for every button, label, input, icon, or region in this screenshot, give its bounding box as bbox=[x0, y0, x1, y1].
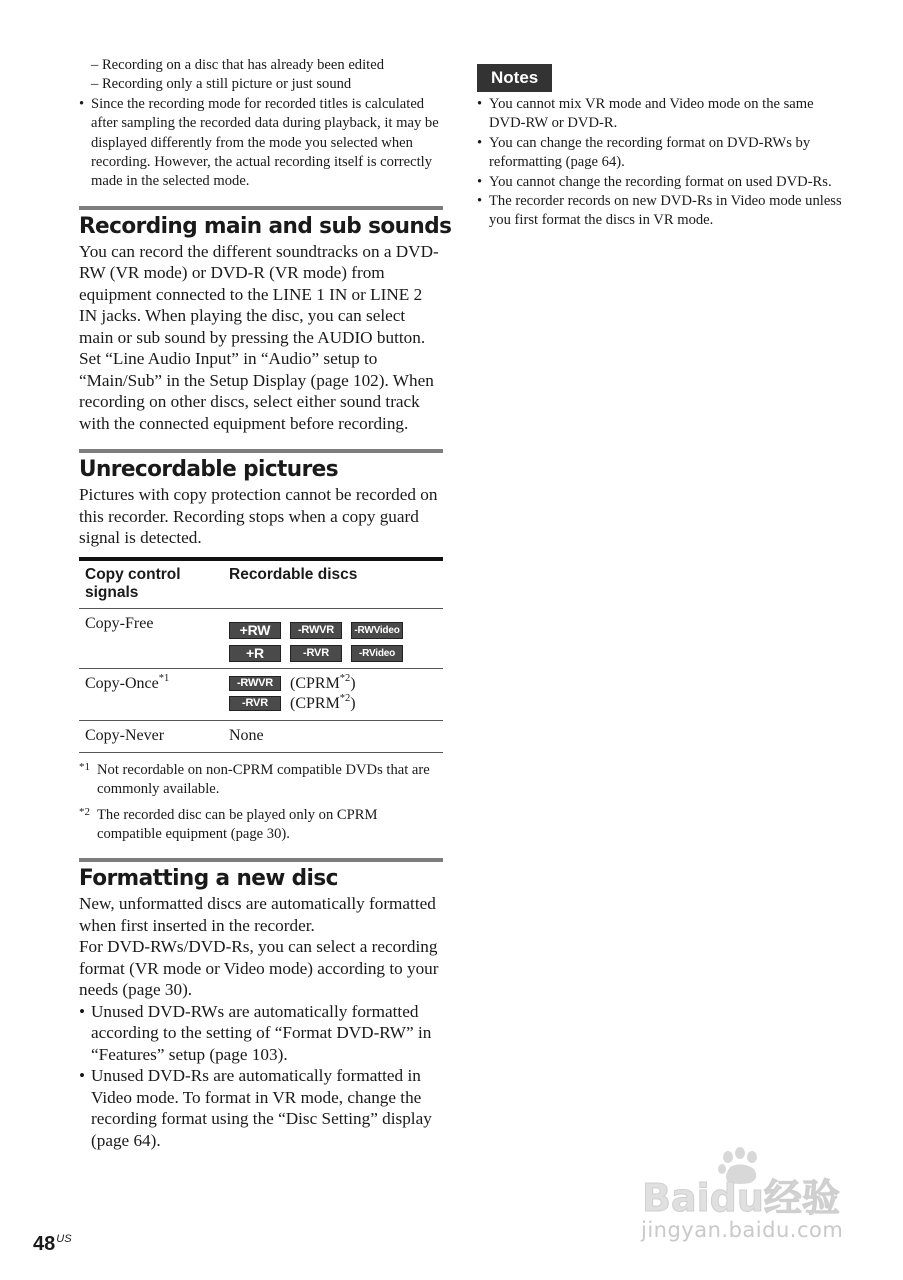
note-item: • You can change the recording format on DVD-RWs by reformatting (page 64). bbox=[477, 134, 847, 173]
notes-list bbox=[477, 95, 847, 231]
r-video-logo: -RVideo bbox=[351, 645, 403, 662]
section-divider bbox=[79, 449, 443, 453]
disc-logos-cell bbox=[223, 668, 443, 720]
formatting-body: New, unformatted discs are automatically formatted when first inserted in the recorder. bbox=[79, 894, 436, 935]
row-label: Copy-Free bbox=[79, 608, 223, 668]
note-item: • You cannot change the recording format on used DVD-Rs. bbox=[477, 173, 847, 192]
r-vr-logo: -RVR bbox=[229, 696, 281, 711]
formatting-body: For DVD-RWs/DVD-Rs, you can select a recording format (VR mode or Video mode) according to your needs (page 30). bbox=[79, 937, 439, 1000]
table-row-copy-never bbox=[79, 720, 443, 752]
note-item: • The recorder records on new DVD-Rs in Video mode unless you first format the discs in VR mode. bbox=[477, 192, 847, 231]
plus-rw-logo: +RW bbox=[229, 622, 281, 639]
rw-vr-logo: -RWVR bbox=[229, 676, 281, 691]
disc-logo-row bbox=[229, 622, 437, 639]
watermark-url: jingyan.baidu.com bbox=[641, 1218, 844, 1242]
table-row-copy-once bbox=[79, 668, 443, 720]
row-label: Copy-Never bbox=[79, 720, 223, 752]
section-divider bbox=[79, 858, 443, 862]
footnote-mark: *2 bbox=[79, 805, 90, 818]
footnote-mark: *1 bbox=[79, 760, 90, 773]
dash-item: – Recording only a still picture or just sound bbox=[91, 76, 352, 93]
page-number: $48^{US}$ bbox=[33, 1233, 72, 1255]
bullet-item: • Unused DVD-Rs are automatically formatted in Video mode. To format in VR mode, change the recording format using the “Disc Setting” display (page 64). bbox=[79, 1065, 443, 1151]
row-value: None bbox=[223, 720, 443, 752]
disc-logo-row bbox=[229, 645, 437, 662]
disc-logos-cell bbox=[223, 608, 443, 668]
right-column bbox=[477, 64, 847, 231]
section-divider bbox=[79, 206, 443, 210]
footnote-text: The recorded disc can be played only on CPRM compatible equipment (page 30). bbox=[97, 806, 378, 843]
copy-control-table bbox=[79, 557, 443, 753]
cprm-line bbox=[229, 694, 437, 714]
notes-label: Notes bbox=[477, 64, 552, 92]
bullet-item: • Since the recording mode for recorded titles is calculated after sampling the recorded data during playback, it may be displayed differently from the mode you selected when recording. However, the actual recording itself is correctly made in the selected mode. bbox=[79, 95, 443, 192]
section-title-unrecordable: Unrecordable pictures bbox=[79, 456, 339, 483]
plus-r-logo: +R bbox=[229, 645, 281, 662]
note-item: • You cannot mix VR mode and Video mode on the same DVD-RW or DVD-R. bbox=[477, 95, 847, 134]
table-row-copy-free bbox=[79, 608, 443, 668]
rw-video-logo: -RWVideo bbox=[351, 622, 403, 639]
dash-item: – Recording on a disc that has already been edited bbox=[91, 57, 384, 73]
bullet-item: • Unused DVD-RWs are automatically formatted according to the setting of “Format DVD-RW” in “Features” setup (page 103). bbox=[79, 1001, 443, 1066]
rw-vr-logo: -RWVR bbox=[290, 622, 342, 639]
cprm-line bbox=[229, 674, 437, 694]
row-label: Copy-Once$^{*1}$ bbox=[79, 668, 223, 720]
header-copy-control: Copy control signals bbox=[79, 559, 223, 609]
footnote bbox=[79, 806, 443, 845]
r-vr-logo: -RVR bbox=[290, 645, 342, 662]
footnote-text: Not recordable on non-CPRM compatible DVDs that are commonly available. bbox=[97, 761, 430, 798]
table-header-row bbox=[79, 559, 443, 609]
cprm-text: (CPRM$^{*2}$) bbox=[290, 672, 356, 692]
unrecordable-body: Pictures with copy protection cannot be recorded on this recorder. Recording stops when a copy guard signal is detected. bbox=[79, 485, 438, 548]
header-recordable-discs: Recordable discs bbox=[223, 559, 443, 609]
left-column bbox=[79, 56, 452, 1151]
footnote bbox=[79, 761, 443, 800]
section-title-sounds: Recording main and sub sounds bbox=[79, 212, 452, 239]
svg-text:Baidu经验: Baidu经验 bbox=[642, 1176, 840, 1220]
section-title-formatting: Formatting a new disc bbox=[79, 865, 338, 892]
cprm-text: (CPRM$^{*2}$) bbox=[290, 692, 356, 712]
sounds-body: You can record the different soundtracks on a DVD-RW (VR mode) or DVD-R (VR mode) from equipment connected to the LINE 1 IN or LINE 2 IN jacks. When playing the disc, you can select main or sub sound by pressing the AUDIO button. Set “Line Audio Input” in “Audio” setup to “Main/Sub” in the Setup Display (page 102). When recording on other discs, select either sound track with the connected equipment before recording. bbox=[79, 241, 439, 433]
